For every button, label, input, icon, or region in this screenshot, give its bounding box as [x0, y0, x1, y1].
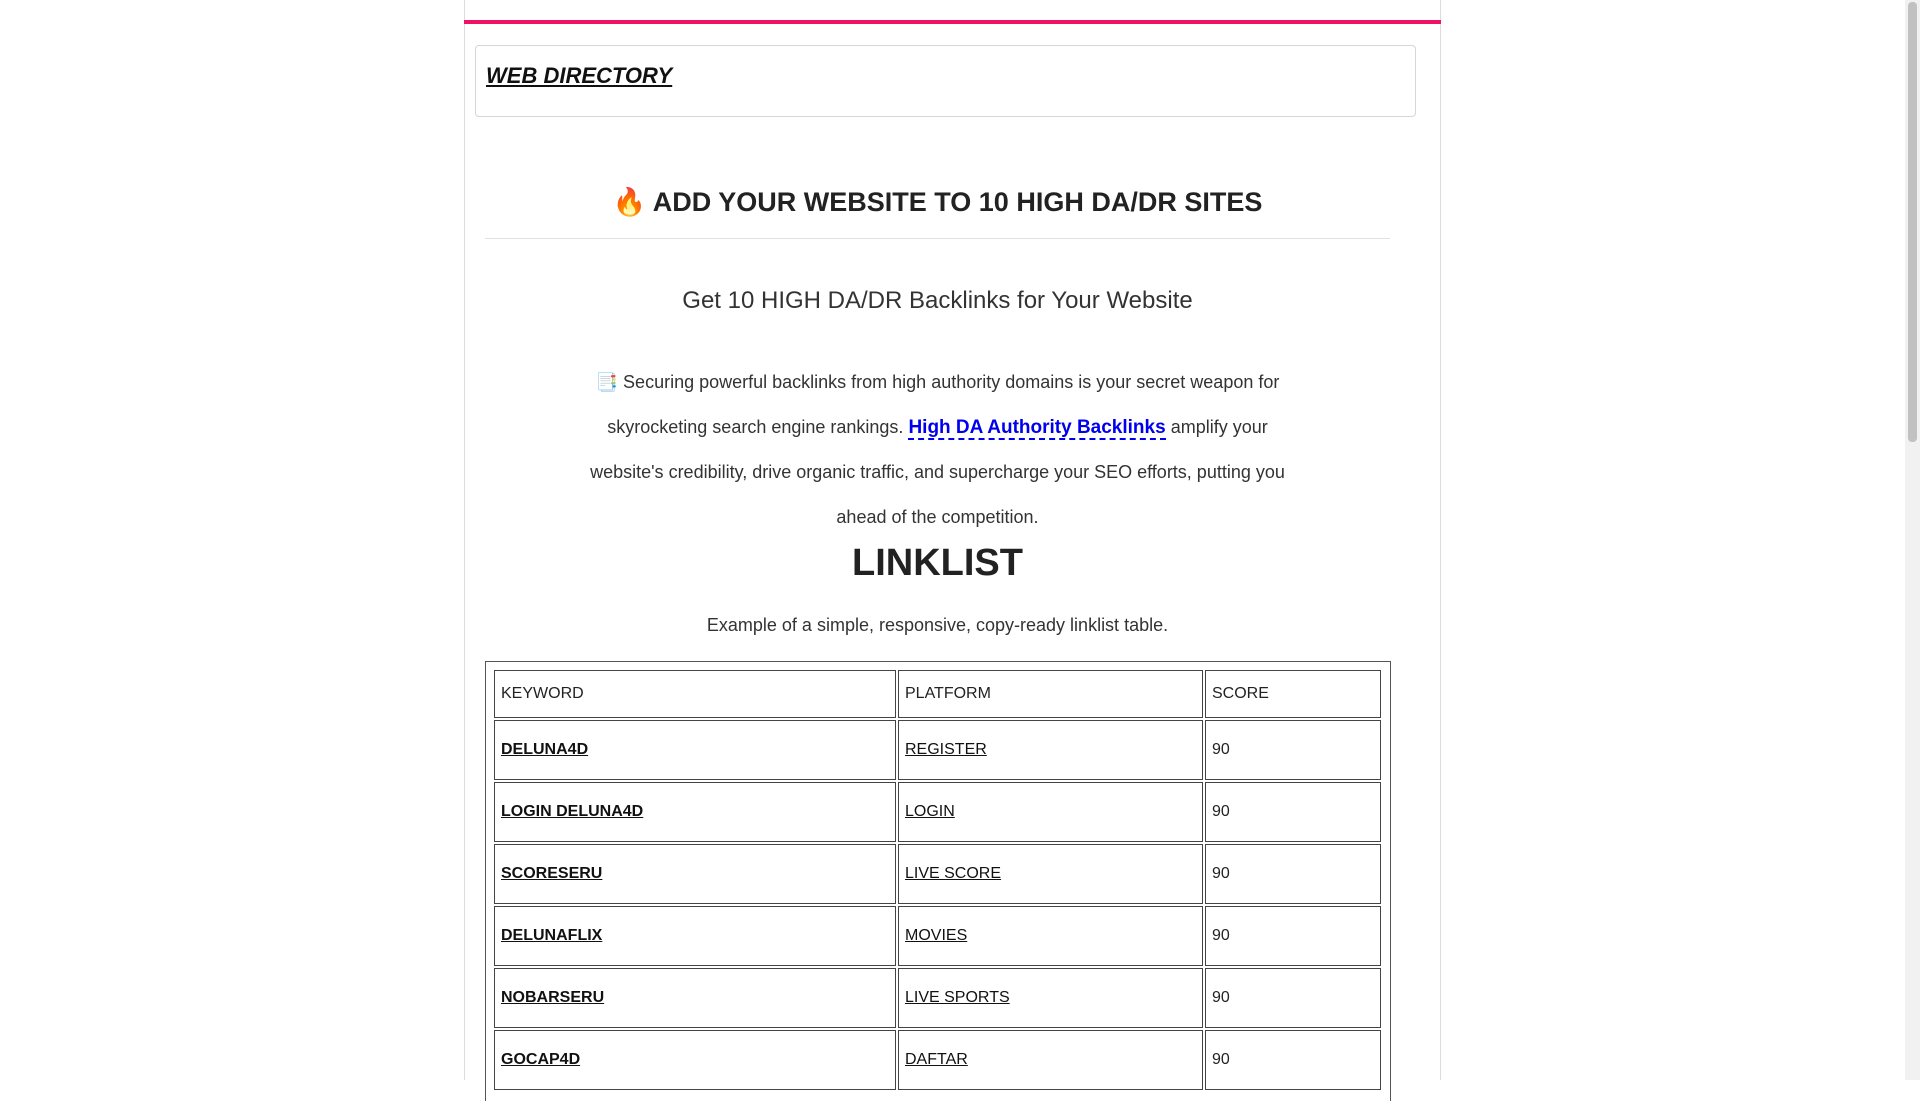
keyword-cell	[494, 782, 896, 842]
score-cell: 90	[1205, 906, 1381, 966]
column-header-platform: PLATFORM	[898, 670, 1203, 718]
keyword-cell	[494, 1030, 896, 1090]
keyword-link[interactable]: DELUNAFLIX	[501, 927, 603, 944]
column-header-score: SCORE	[1205, 670, 1381, 718]
score-cell: 90	[1205, 844, 1381, 904]
fire-icon: 🔥	[612, 187, 647, 217]
site-title-link[interactable]: WEB DIRECTORY	[486, 63, 673, 88]
table-row	[494, 906, 1381, 966]
platform-link[interactable]: REGISTER	[905, 741, 987, 758]
intro-text-part2: amplify your website's credibility, drive organic traffic, and supercharge your SEO efforts, putting you ahead of the competition.	[590, 417, 1285, 527]
score-cell: 90	[1205, 968, 1381, 1028]
scrollbar-thumb[interactable]	[1908, 2, 1917, 442]
platform-link[interactable]: LIVE SPORTS	[905, 989, 1010, 1006]
platform-cell	[898, 720, 1203, 780]
table-row	[494, 782, 1381, 842]
platform-cell	[898, 906, 1203, 966]
linklist-description: Example of a simple, responsive, copy-ready linklist table.	[706, 615, 1169, 635]
table-header-row	[494, 670, 1381, 718]
table-row	[494, 720, 1381, 780]
platform-cell	[898, 844, 1203, 904]
keyword-link[interactable]: DELUNA4D	[501, 741, 589, 758]
vertical-scrollbar[interactable]	[1905, 0, 1920, 1080]
keyword-link[interactable]: SCORESERU	[501, 865, 603, 882]
keyword-cell	[494, 968, 896, 1028]
table-row	[494, 1030, 1381, 1090]
site-header	[475, 45, 1416, 117]
page-headline	[485, 186, 1390, 218]
linklist-heading: LINKLIST	[852, 542, 1023, 584]
platform-link[interactable]: LOGIN	[905, 803, 955, 820]
score-cell: 90	[1205, 720, 1381, 780]
platform-cell	[898, 782, 1203, 842]
table-row	[494, 968, 1381, 1028]
keyword-link[interactable]: LOGIN DELUNA4D	[501, 803, 644, 820]
platform-cell	[898, 1030, 1203, 1090]
headline-text: ADD YOUR WEBSITE TO 10 HIGH DA/DR SITES	[652, 187, 1263, 217]
column-header-keyword: KEYWORD	[494, 670, 896, 718]
bookmark-tabs-icon: 📑	[595, 372, 619, 392]
platform-link[interactable]: LIVE SCORE	[905, 865, 1002, 882]
intro-paragraph	[585, 360, 1290, 540]
keyword-link[interactable]: NOBARSERU	[501, 989, 605, 1006]
linklist-table	[492, 668, 1383, 1092]
intro-text-part1: Securing powerful backlinks from high authority domains is your secret weapon for skyrocketing search engine rankings.	[607, 372, 1280, 437]
score-cell: 90	[1205, 782, 1381, 842]
page-subtitle: Get 10 HIGH DA/DR Backlinks for Your Website	[682, 287, 1193, 314]
keyword-link[interactable]: GOCAP4D	[501, 1051, 581, 1068]
keyword-cell	[494, 844, 896, 904]
backlinks-link[interactable]: High DA Authority Backlinks	[908, 417, 1166, 438]
page-container	[464, 0, 1441, 1080]
top-accent-bar	[464, 20, 1441, 24]
score-cell: 90	[1205, 1030, 1381, 1090]
platform-link[interactable]: MOVIES	[905, 927, 968, 944]
keyword-cell	[494, 720, 896, 780]
platform-cell	[898, 968, 1203, 1028]
linklist-table-container	[485, 661, 1391, 1101]
keyword-cell	[494, 906, 896, 966]
headline-divider	[485, 238, 1390, 239]
platform-link[interactable]: DAFTAR	[905, 1051, 968, 1068]
table-row	[494, 844, 1381, 904]
